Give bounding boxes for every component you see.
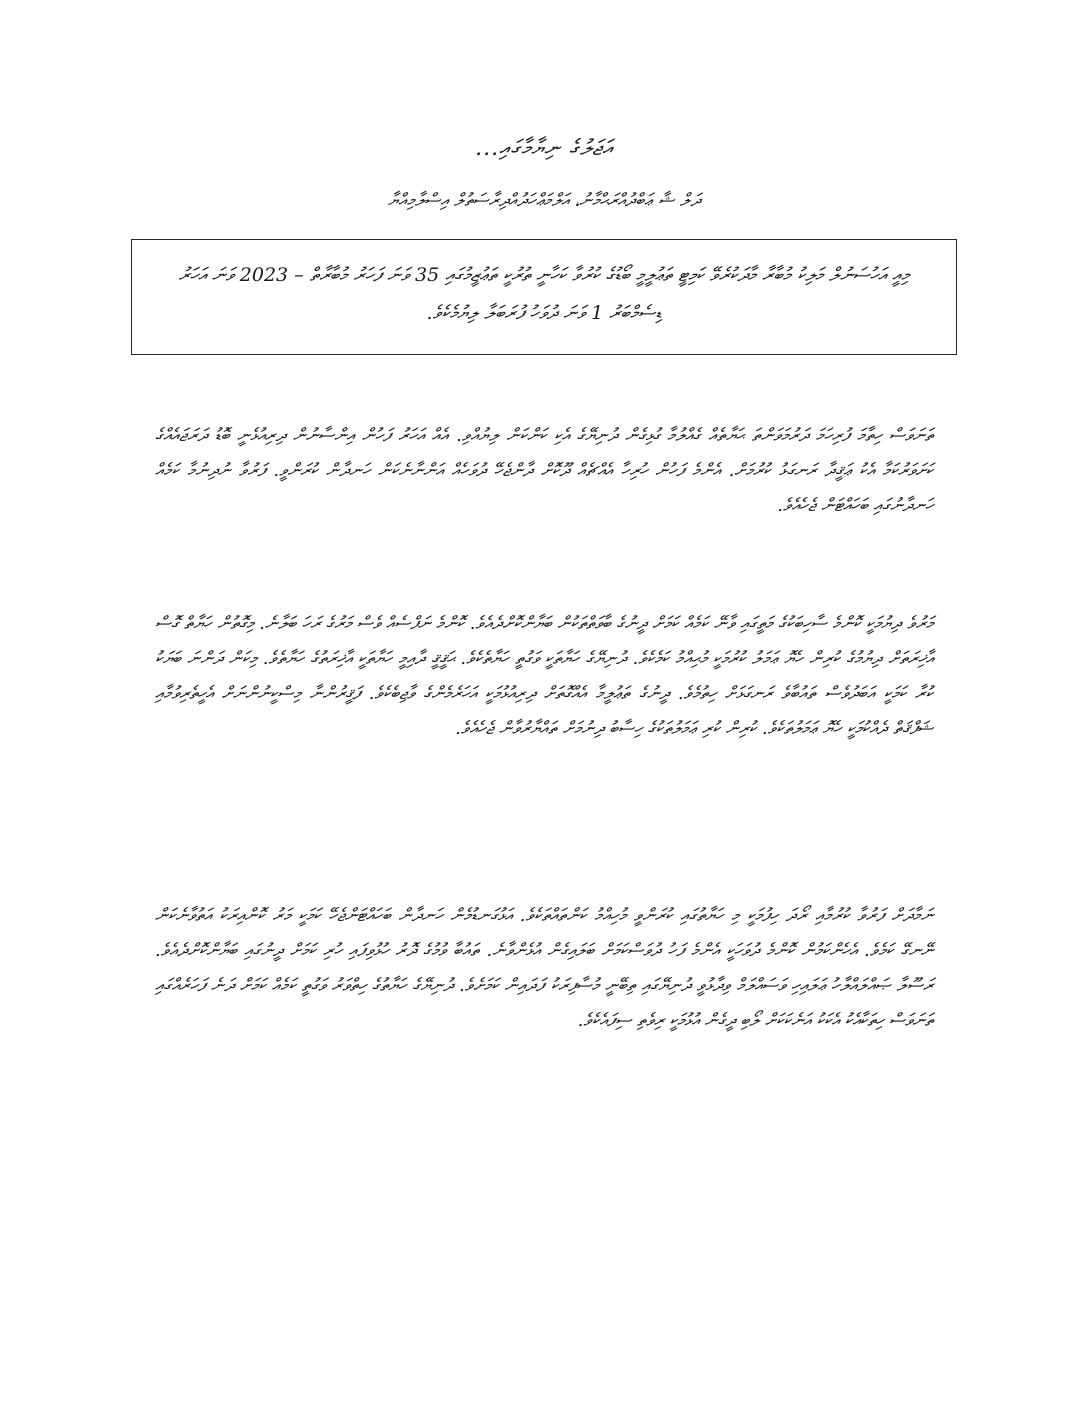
paragraph-3: ނަމާދަށް ފަރުވާ ކުރުމާއި ރޯދަ ހިފުމަކީ މި ހަޔާތުގައި ކުރަންވީ މުހިއްމު ކަންތައްތަކެވެ. އަޅުގަނޑުމެން ހަނދާން ބަހައްޓަންޖެހޭ ކަމަކީ މަރު ކޮންއިރަކު އަތުވާނެކަން ނޭނގޭ ކަމެވެ. އެހެންކަމުން ކޮންމެ ދުވަހަކީ އެންމެ ފަހު ދުވަސްކަމަށް ބަލައިގެން އުޅެންވާނެ. ތައުބާ ވުމުގެ ދޮރު ހުޅުވިފައި ހުރި ކަމަށް ދީނުގައި ބަޔާންކޮށްދެއެވެ. ރަސޫލާ ޞައްލައްލާހު ޢަލައިހި ވަސައްލަމް ވިދާޅުވީ ދުނިޔޭގައި ތިބޭނީ މުސާފިރަކު ފަދައިން ކަމަށެވެ. ދުނިޔޭގެ ހަޔާތުގެ ހިތްވަރު ވަގުތީ ކަމެއް ކަމަށް ދަނެ ފަހަރެއްގައި ތަނަވަސް ހިތަކާއެކު އެކަކު އަނެކަކަށް ލޯބި ދީގެން އުޅުމަކީ ރިވެތި ސިފައެކެވެ. (155, 905, 933, 1031)
document-title: އަޖަލުގެ ނިޔާމާގައި... (475, 136, 613, 161)
boxed-note: މިއީ އަހުސަނުލް މަލިކު މުބާރާ މާދަކުރެވޭ ކަމިޓީ ތަޢުލީމީ ބޯޑުގެ ކުރުވާ ކަހާނީ ތުރުކީ ތަޢުޒީމުގައި 35 ވަނަ ފަހަރު މުބާރާތް – 2023 ވަނަ އަހަރު ޑިސެމްބަރު 1 ވަނަ ދުވަހު ފުރަބަލާ ލިޔުމެކެވެ. (131, 239, 957, 355)
paragraph-1: ތަނަވަސް ހިތާމަ ފުރިހަމަ ދަރުމަވަންތަ ޙަޔާތެއް ގެއްލުމާ ގުޅިގެން ދުނިޔޭގެ އެކި ކަންކަން ލިޔުއްވި. އެއް އަހަރު ފަހުން އިންސާނުން ދިރިއުޅެނީ ބޮޑު ދަރަޖައެއްގެ ކަށަވަރުކަމާ އެކު ޢަޤީދާ ރަނގަޅު ކުރުމަށް. އެންމެ ފަހުން ހުރިހާ އެއްޗެއް ދޫކޮށް ދާންޖެހޭ ދުވަހެއް އަންނާނެކަން ހަނދާން ކުރަންވީ. ފަރުވާ ނުދިނުމާ ކަމެއް ހަނދާނުގައި ބަހައްޓަން ޖެހެއެވެ. (155, 425, 933, 516)
paragraph-2: މަރުވެ ދިޔުމަކީ ކޮންމެ ސާހިބަކުގެ މަތީގައި ވާނޭ ކަމެއް ކަމަށް ދީނުގެ ބާވަތްތަކުން ބަޔާންކޮށްދެއެވެ. ކޮންމެ ނަފްސެއް ވެސް މަރުގެ ރަހަ ބަލާނެ. މިގޮތުން ހަޔާތް ގޮސް އާޚިރަތަށް ދިޔުމުގެ ކުރިން ހެޔޮ ޢަމަލު ކުރުމަކީ މުޙިއްމު ކަމެކެވެ. ދުނިޔޭގެ ހަޔާތަކީ ވަގުތީ ހަޔާތެކެވެ. ޙަޤީޤީ ދާއިމީ ހަޔާތަކީ އާޚިރަތުގެ ހަޔާތެވެ. މިކަން ދަންނަ ބަޔަކު ކުރާ ކަމަކީ އަބަދުވެސް ތައުބާވެ ރަނގަޅަށް ހިތުމެވެ. ދީނުގެ ތަޢުލީމާ އެއްގޮތަށް ދިރިއުޅުމަކީ އަހަރެމެންގެ ވާޖިބެކެވެ. ފަޤީރުންނާ މިސްކީނުންނަށް އެހީތެރިވުމާއި ޝަފްޤަތް ދެއްކުމަކީ ހެޔޮ ޢަމަލުތަކެވެ. ކުރިން ކުރި ޢަމަލުތަކުގެ ހިސާބު ދިނުމަށް ތައްޔާރުވާން ޖެހެއެވެ. (155, 613, 933, 739)
document-author-line: ދަލް ޝާ ޢަބްދުއްރަޙްމާނު، އަލްމަޢްހަދުއްދިރާސަތުލް އިސްލާމިއްޔާ (387, 190, 701, 211)
